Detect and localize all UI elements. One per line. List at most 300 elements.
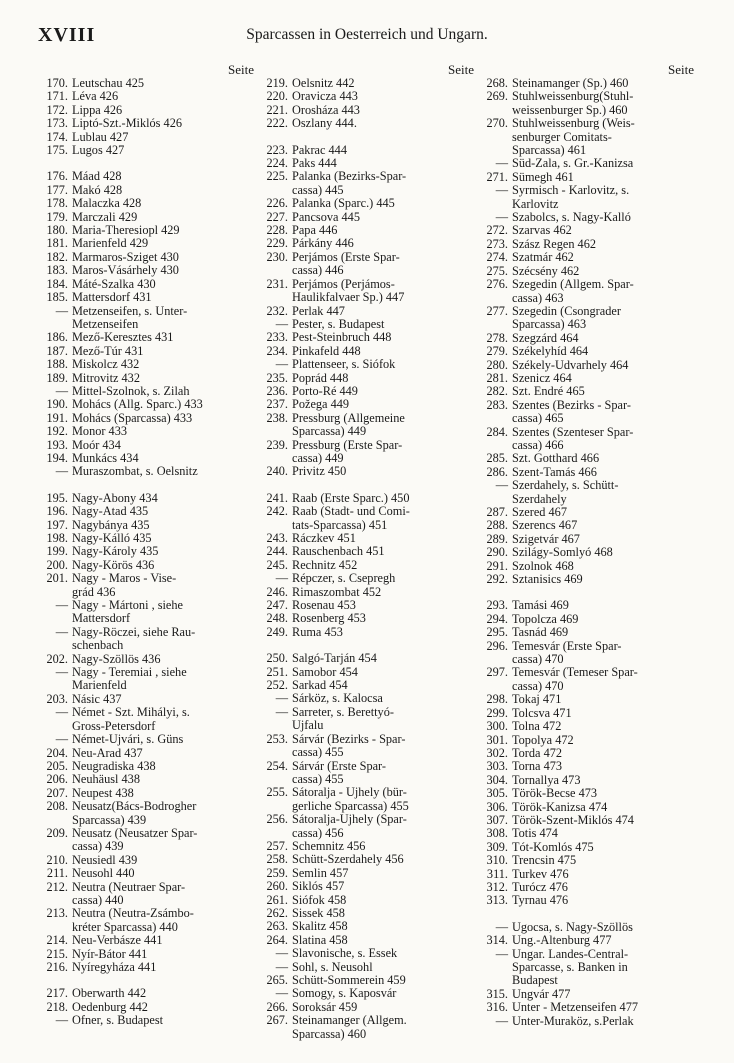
index-entry — [38, 827, 258, 840]
section-gap — [38, 974, 258, 987]
index-entry — [478, 171, 698, 184]
entry-continuation — [478, 680, 698, 693]
index-entry — [38, 599, 258, 612]
entry-number: 188. — [46, 357, 68, 372]
index-entry — [258, 372, 478, 385]
entry-number: 251. — [266, 664, 288, 679]
index-entry — [38, 104, 258, 117]
index-entry — [38, 144, 258, 157]
entry-text: Német - Szt. Mihályi, s. — [72, 705, 190, 720]
index-entry — [478, 345, 698, 358]
entry-text: Szigetvár 467 — [512, 531, 580, 546]
index-entry — [478, 224, 698, 237]
entry-text: Palanka (Bezirks-Spar- — [292, 169, 407, 184]
entry-number: 253. — [266, 731, 288, 746]
index-entry — [38, 1001, 258, 1014]
index-entry — [478, 1015, 698, 1028]
entry-text: Oszlany 444. — [292, 116, 357, 131]
entry-number: 287. — [486, 505, 508, 519]
index-entry — [478, 560, 698, 573]
entry-number: 221. — [266, 102, 288, 117]
entry-text: tats-Sparcassa) 451 — [292, 517, 388, 532]
entry-text: Neugradiska 438 — [72, 758, 156, 773]
entry-text: Sparcassa) 439 — [72, 812, 147, 827]
entry-number: 234. — [266, 343, 288, 358]
index-entry — [38, 907, 258, 920]
index-entry — [478, 814, 698, 827]
entry-text: Porto-Ré 449 — [292, 383, 358, 398]
entry-number: 261. — [266, 892, 288, 907]
entry-text: Ungar. Landes-Central- — [512, 946, 629, 961]
entry-text: Unter-Muraköz, s.Perlak — [512, 1013, 634, 1028]
entry-text: Süd-Zala, s. Gr.-Kanizsa — [512, 156, 634, 171]
entry-text: Pressburg (Allgemeine — [292, 410, 405, 425]
entry-number: 282. — [486, 384, 508, 399]
entry-text: Tamási 469 — [512, 598, 569, 613]
entry-number: — — [495, 919, 508, 934]
entry-text: Munkács 434 — [72, 450, 139, 465]
entry-continuation — [38, 720, 258, 733]
index-entry — [258, 840, 478, 853]
index-entry — [478, 854, 698, 867]
entry-number: 231. — [266, 276, 288, 291]
entry-number: 185. — [46, 290, 68, 305]
entry-number: 255. — [266, 785, 288, 800]
entry-text: Raab (Stadt- und Comi- — [292, 504, 410, 519]
entry-text: Maros-Vásárhely 430 — [72, 263, 179, 278]
index-entry — [258, 505, 478, 518]
entry-text: Neupest 438 — [72, 785, 134, 800]
entry-number: 315. — [486, 986, 508, 1001]
entry-text: Szegedin (Allgem. Spar- — [512, 277, 634, 292]
entry-text: Nagy-Körös 436 — [72, 557, 155, 572]
entry-number: 295. — [486, 625, 508, 640]
entry-number: 182. — [46, 249, 68, 264]
entry-continuation — [478, 144, 698, 157]
entry-number: 224. — [266, 156, 288, 171]
index-entry — [258, 733, 478, 746]
entry-continuation — [478, 653, 698, 666]
entry-number: — — [275, 986, 288, 1001]
entry-text: Skalitz 458 — [292, 919, 348, 934]
entry-text: Ofner, s. Budapest — [72, 1013, 164, 1028]
index-entry — [38, 90, 258, 103]
entry-text: Ung.-Altenburg 477 — [512, 933, 612, 948]
entry-number: 300. — [486, 719, 508, 734]
index-entry — [478, 184, 698, 197]
entry-continuation — [258, 264, 478, 277]
entry-text: Neusatz(Bács-Bodrogher — [72, 799, 197, 814]
entry-text: Máad 428 — [72, 169, 122, 184]
entry-number: 187. — [46, 343, 68, 358]
entry-number: — — [55, 665, 68, 680]
entry-text: senburger Comitats- — [512, 129, 612, 144]
entry-number: 179. — [46, 209, 68, 224]
index-entry — [38, 733, 258, 746]
entry-text: Haulikfalvaer Sp.) 447 — [292, 290, 405, 305]
entry-number: 225. — [266, 169, 288, 184]
entry-text: Perjámos (Erste Spar- — [292, 249, 400, 264]
index-entry — [258, 117, 478, 130]
entry-number: 218. — [46, 999, 68, 1014]
entry-number: 273. — [486, 236, 508, 251]
index-entry — [38, 800, 258, 813]
index-entry — [478, 868, 698, 881]
entry-text: Siófok 458 — [292, 892, 347, 907]
entry-number: 173. — [46, 116, 68, 131]
index-entry — [258, 947, 478, 960]
index-entry — [258, 237, 478, 250]
entry-number: 245. — [266, 557, 288, 572]
index-entry — [478, 77, 698, 90]
index-entry — [478, 479, 698, 492]
index-entry — [478, 881, 698, 894]
index-entry — [258, 157, 478, 170]
entry-number: 309. — [486, 839, 508, 854]
entry-text: Turkev 476 — [512, 866, 569, 881]
entry-text: Ungvár 477 — [512, 986, 571, 1001]
column-3 — [478, 62, 698, 1041]
entry-text: cassa) 470 — [512, 652, 564, 667]
index-entry — [258, 492, 478, 505]
entry-text: Pest-Steinbruch 448 — [292, 330, 392, 345]
index-entry — [478, 573, 698, 586]
entry-number: — — [55, 732, 68, 747]
entry-text: Semlin 457 — [292, 865, 349, 880]
entry-text: Mitrovitz 432 — [72, 370, 140, 385]
entry-text: Neusatz (Neusatzer Spar- — [72, 825, 198, 840]
entry-number: 243. — [266, 531, 288, 545]
entry-number: 181. — [46, 236, 68, 251]
index-entry — [258, 211, 478, 224]
entry-number: 290. — [486, 545, 508, 560]
index-entry — [258, 345, 478, 358]
entry-text: Perlak 447 — [292, 303, 345, 318]
entry-text: Privitz 450 — [292, 464, 347, 479]
index-entry — [258, 439, 478, 452]
entry-number: 264. — [266, 932, 288, 947]
index-entry — [38, 237, 258, 250]
entry-continuation — [258, 452, 478, 465]
index-entry — [478, 707, 698, 720]
entry-text: Topolcza 469 — [512, 611, 579, 626]
entry-number: 201. — [46, 571, 68, 586]
entry-continuation — [258, 519, 478, 532]
entry-continuation — [478, 318, 698, 331]
index-entry — [38, 251, 258, 264]
entry-number: 296. — [486, 638, 508, 653]
entry-number: — — [55, 303, 68, 318]
index-entry — [478, 278, 698, 291]
entry-number: — — [495, 156, 508, 171]
index-entry — [258, 692, 478, 705]
index-entry — [38, 452, 258, 465]
entry-number: 299. — [486, 705, 508, 720]
index-entry — [478, 506, 698, 519]
entry-continuation — [478, 292, 698, 305]
index-entry — [38, 881, 258, 894]
index-entry — [478, 666, 698, 679]
index-entry — [258, 144, 478, 157]
entry-text: cassa) 445 — [292, 182, 344, 197]
entry-text: Nagy-Abony 434 — [72, 490, 158, 505]
entry-text: Pester, s. Budapest — [292, 316, 385, 331]
entry-number: 293. — [486, 598, 508, 613]
entry-text: Raab (Erste Sparc.) 450 — [292, 490, 410, 505]
entry-text: Szenicz 464 — [512, 370, 572, 385]
entry-number: 277. — [486, 303, 508, 318]
entry-text: Tornallya 473 — [512, 772, 581, 787]
entry-continuation — [478, 412, 698, 425]
entry-text: Máté-Szalka 430 — [72, 276, 156, 291]
entry-number: 249. — [266, 624, 288, 639]
entry-text: Szabolcs, s. Nagy-Kalló — [512, 210, 631, 225]
index-entry — [38, 291, 258, 304]
entry-text: Schütt-Szerdahely 456 — [292, 852, 404, 867]
entry-number: 305. — [486, 786, 508, 801]
entry-number: 183. — [46, 263, 68, 278]
entry-text: Mittel-Szolnok, s. Zilah — [72, 383, 190, 398]
entry-text: Szilágy-Somlyó 468 — [512, 545, 613, 560]
entry-text: Szentes (Szenteser Spar- — [512, 424, 634, 439]
index-entry — [38, 184, 258, 197]
entry-continuation — [478, 974, 698, 987]
entry-continuation — [258, 827, 478, 840]
entry-text: Moór 434 — [72, 437, 121, 452]
entry-number: 215. — [46, 946, 68, 961]
index-entry — [478, 787, 698, 800]
entry-text: cassa) 456 — [292, 825, 344, 840]
column-2 — [258, 62, 478, 1041]
entry-number: 235. — [266, 370, 288, 385]
index-entry — [258, 559, 478, 572]
entry-text: Mező-Túr 431 — [72, 343, 144, 358]
entry-text: Sparcassa) 449 — [292, 424, 367, 439]
index-entry — [478, 801, 698, 814]
entry-text: Sparcassa) 461 — [512, 143, 587, 158]
index-entry — [478, 305, 698, 318]
entry-number: 279. — [486, 344, 508, 359]
index-entry — [258, 706, 478, 719]
index-entry — [258, 331, 478, 344]
entry-number: 202. — [46, 651, 68, 666]
entry-text: Soroksár 459 — [292, 999, 358, 1014]
entry-number: 212. — [46, 879, 68, 894]
index-entry — [38, 77, 258, 90]
index-entry — [38, 747, 258, 760]
entry-text: Orosháza 443 — [292, 102, 360, 117]
index-entry — [38, 224, 258, 237]
index-entry — [38, 987, 258, 1000]
entry-number: 197. — [46, 517, 68, 532]
entry-number: 286. — [486, 464, 508, 479]
entry-text: Rechnitz 452 — [292, 557, 358, 572]
entry-text: Nyíregyháza 441 — [72, 960, 157, 974]
index-entry — [38, 425, 258, 438]
seite-heading: Seite — [668, 62, 694, 77]
entry-text: Sátoralja - Ujhely (bür- — [292, 785, 407, 800]
entry-number: 186. — [46, 330, 68, 345]
entry-number: 172. — [46, 102, 68, 117]
index-entry — [258, 907, 478, 920]
index-entry — [258, 305, 478, 318]
entry-number: 250. — [266, 651, 288, 666]
entry-number: — — [275, 316, 288, 331]
index-entry — [38, 653, 258, 666]
entry-number: 288. — [486, 518, 508, 533]
entry-number: 213. — [46, 906, 68, 921]
index-entry — [478, 546, 698, 559]
entry-number: 257. — [266, 838, 288, 853]
entry-text: Oberwarth 442 — [72, 986, 147, 1001]
index-entry — [38, 867, 258, 880]
index-entry — [38, 385, 258, 398]
entry-text: Stuhlweissenburg(Stuhl- — [512, 89, 634, 104]
entry-text: weissenburger Sp.) 460 — [512, 102, 628, 117]
entry-text: Sümegh 461 — [512, 169, 574, 184]
entry-continuation — [38, 840, 258, 853]
index-entry — [38, 532, 258, 545]
entry-text: grád 436 — [72, 584, 116, 599]
entry-text: Nagy-Szöllös 436 — [72, 651, 161, 666]
index-entry — [478, 211, 698, 224]
entry-text: cassa) 439 — [72, 839, 124, 854]
entry-text: Szatmár 462 — [512, 250, 574, 265]
index-entry — [478, 827, 698, 840]
entry-text: Szt. Endré 465 — [512, 384, 585, 399]
entry-text: Ujfalu — [292, 718, 324, 733]
entry-number: 211. — [46, 866, 68, 881]
entry-text: Malaczka 428 — [72, 196, 142, 211]
entry-number: 195. — [46, 490, 68, 505]
entry-text: Rimaszombat 452 — [292, 584, 382, 599]
entry-number: — — [55, 598, 68, 613]
entry-text: Budapest — [512, 973, 558, 988]
index-entry — [38, 131, 258, 144]
index-entry — [38, 439, 258, 452]
index-entry — [478, 426, 698, 439]
index-entry — [258, 104, 478, 117]
index-entry — [38, 934, 258, 947]
entry-continuation — [38, 921, 258, 934]
entry-text: Székely-Udvarhely 464 — [512, 357, 629, 372]
entry-number: 272. — [486, 223, 508, 238]
entry-text: Nagy-Röczei, siehe Rau- — [72, 624, 196, 639]
index-entry — [258, 894, 478, 907]
entry-text: cassa) 440 — [72, 892, 124, 907]
entry-text: Török-Szent-Miklós 474 — [512, 812, 634, 827]
entry-text: schenbach — [72, 638, 124, 653]
entry-number: 207. — [46, 785, 68, 800]
entry-number: 313. — [486, 893, 508, 908]
entry-text: Leutschau 425 — [72, 76, 145, 90]
entry-number: 283. — [486, 397, 508, 412]
entry-number: 233. — [266, 330, 288, 345]
index-entry — [258, 880, 478, 893]
entry-continuation — [38, 639, 258, 652]
entry-number: — — [55, 705, 68, 720]
entry-text: Szolnok 468 — [512, 558, 574, 573]
index-entry — [478, 613, 698, 626]
index-entry — [38, 559, 258, 572]
index-entry — [258, 813, 478, 826]
entry-text: Nagybánya 435 — [72, 517, 150, 532]
index-entry — [258, 224, 478, 237]
column-1 — [38, 62, 258, 1041]
entry-text: Násic 437 — [72, 691, 122, 706]
entry-number: 209. — [46, 825, 68, 840]
entry-number: — — [275, 691, 288, 706]
entry-text: Szerdahely, s. Schütt- — [512, 478, 619, 493]
entry-text: Szécsény 462 — [512, 263, 580, 278]
entry-text: Marienfeld — [72, 678, 127, 693]
entry-number: 237. — [266, 397, 288, 412]
entry-text: cassa) 470 — [512, 678, 564, 693]
entry-number: 178. — [46, 196, 68, 211]
index-entry — [38, 492, 258, 505]
entry-number: 304. — [486, 772, 508, 787]
entry-number: 294. — [486, 611, 508, 626]
entry-text: Muraszombat, s. Oelsnitz — [72, 464, 198, 479]
index-entry — [478, 841, 698, 854]
entry-number: 219. — [266, 76, 288, 90]
entry-text: Párkány 446 — [292, 236, 354, 251]
entry-number: 180. — [46, 223, 68, 238]
entry-text: Ruma 453 — [292, 624, 343, 639]
entry-number: 190. — [46, 397, 68, 412]
entry-text: cassa) 465 — [512, 411, 564, 426]
entry-number: — — [495, 210, 508, 225]
entry-number: 241. — [266, 490, 288, 505]
entry-text: cassa) 449 — [292, 450, 344, 465]
entry-text: Oravicza 443 — [292, 89, 358, 104]
entry-number: 217. — [46, 986, 68, 1001]
entry-number: 220. — [266, 89, 288, 104]
index-entry — [258, 412, 478, 425]
entry-number: 189. — [46, 370, 68, 385]
entry-text: Szerencs 467 — [512, 518, 578, 533]
index-entry — [38, 1014, 258, 1027]
entry-text: Slavonische, s. Essek — [292, 946, 398, 961]
entry-number: — — [495, 183, 508, 198]
entry-text: Sarreter, s. Berettyó- — [292, 704, 394, 719]
entry-text: Steinamanger (Sp.) 460 — [512, 76, 629, 90]
entry-text: Miskolcz 432 — [72, 357, 140, 372]
entry-number: 275. — [486, 263, 508, 278]
entry-continuation — [38, 612, 258, 625]
entry-text: Poprád 448 — [292, 370, 349, 385]
index-entry — [478, 265, 698, 278]
index-entry — [258, 1014, 478, 1027]
index-entry — [38, 961, 258, 974]
entry-text: Ugocsa, s. Nagy-Szöllös — [512, 919, 633, 934]
entry-continuation — [38, 894, 258, 907]
entry-number: 214. — [46, 933, 68, 948]
index-entry — [38, 693, 258, 706]
entry-text: Lugos 427 — [72, 143, 125, 158]
index-entry — [478, 948, 698, 961]
entry-text: Maria-Theresiopl 429 — [72, 223, 180, 238]
entry-number: 223. — [266, 142, 288, 157]
entry-number: 238. — [266, 410, 288, 425]
index-entry — [478, 693, 698, 706]
entry-text: Paks 444 — [292, 156, 337, 171]
entry-number: 206. — [46, 772, 68, 787]
index-entry — [478, 90, 698, 103]
index-entry — [38, 211, 258, 224]
index-entry — [38, 545, 258, 558]
entry-number: — — [55, 383, 68, 398]
